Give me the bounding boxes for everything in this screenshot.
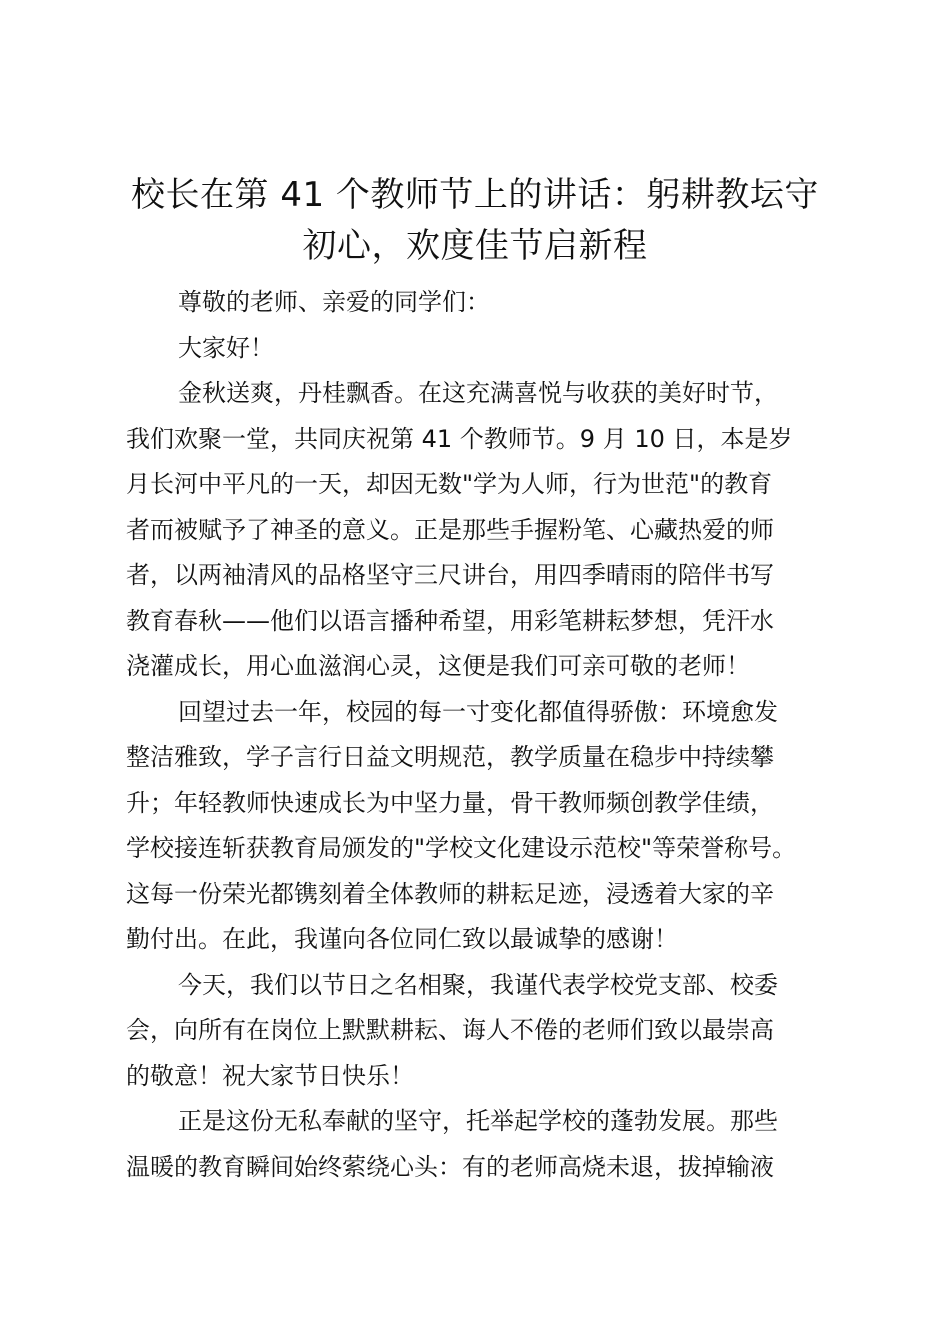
document-title (110, 170, 840, 272)
text-line: 学校接连斩获教育局颁发的"学校文化建设示范校"等荣誉称号。 (126, 834, 797, 862)
document-body (126, 280, 846, 1190)
text-line: 金秋送爽，丹桂飘香。在这充满喜悦与收获的美好时节， (178, 379, 778, 407)
text-line: 正是这份无私奉献的坚守，托举起学校的蓬勃发展。那些 (178, 1107, 778, 1135)
text-line: 今天，我们以节日之名相聚，我谨代表学校党支部、校委 (178, 970, 778, 999)
title-line: 校长在第 41 个教师节上的讲话：躬耕教坛守 (131, 175, 819, 215)
body-paragraph (126, 963, 846, 1100)
text-line: 浇灌成长，用心血滋润心灵，这便是我们可亲可敬的老师！ (126, 652, 750, 680)
text-line: 者，以两袖清风的品格坚守三尺讲台，用四季晴雨的陪伴书写 (126, 561, 774, 589)
text-line: 温暖的教育瞬间始终萦绕心头：有的老师高烧未退，拔掉输液 (126, 1152, 774, 1181)
text-line: 我们欢聚一堂，共同庆祝第 41 个教师节。9 月 10 日，本是岁 (126, 424, 793, 453)
text-line: 升；年轻教师快速成长为中坚力量，骨干教师频创教学佳绩， (126, 788, 774, 817)
body-paragraph (126, 371, 846, 690)
text-line: 回望过去一年，校园的每一寸变化都值得骄傲：环境愈发 (178, 697, 778, 726)
text-line: 大家好！ (178, 333, 274, 362)
title-line: 初心，欢度佳节启新程 (302, 226, 648, 266)
salutation-paragraph (126, 280, 846, 326)
text-line: 尊敬的老师、亲爱的同学们： (178, 288, 490, 316)
body-paragraph (126, 1099, 846, 1190)
text-line: 会，向所有在岗位上默默耕耘、诲人不倦的老师们致以最崇高 (126, 1016, 774, 1044)
text-line: 这每一份荣光都镌刻着全体教师的耕耘足迹，浸透着大家的辛 (126, 879, 774, 908)
text-line: 月长河中平凡的一天，却因无数"学为人师，行为世范"的教育 (126, 470, 773, 498)
text-line: 勤付出。在此，我谨向各位同仁致以最诚挚的感谢！ (126, 925, 678, 953)
text-line: 整洁雅致，学子言行日益文明规范，教学质量在稳步中持续攀 (126, 743, 774, 771)
body-paragraph (126, 690, 846, 963)
text-line: 的敬意！祝大家节日快乐！ (126, 1061, 414, 1090)
greeting-paragraph (126, 326, 846, 372)
text-line: 教育春秋——他们以语言播种希望，用彩笔耕耘梦想，凭汗水 (126, 606, 774, 635)
text-line: 者而被赋予了神圣的意义。正是那些手握粉笔、心藏热爱的师 (126, 515, 774, 544)
